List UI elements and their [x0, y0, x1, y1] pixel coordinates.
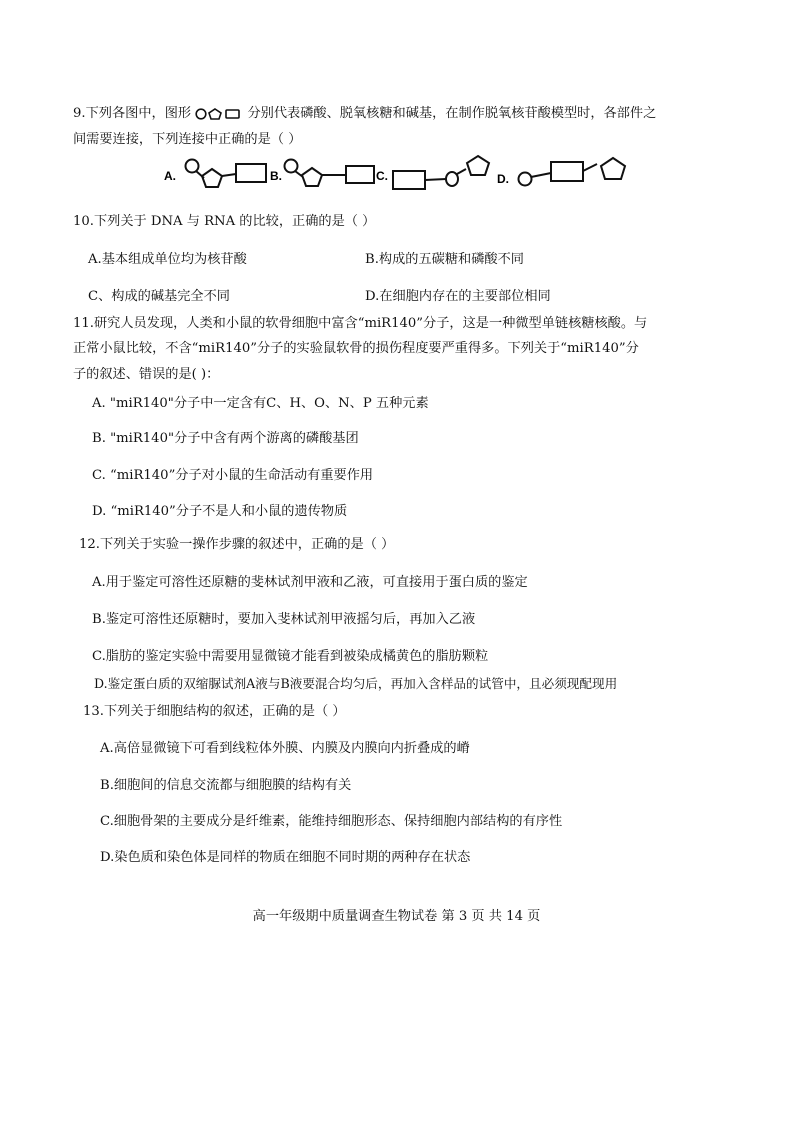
q13-option-a: A.高倍显微镜下可看到线粒体外膜、内膜及内膜向内折叠成的嵴: [100, 741, 470, 756]
option-b-model: [270, 160, 374, 187]
q13-option-b: B.细胞间的信息交流都与细胞膜的结构有关: [100, 778, 352, 793]
option-a-model: [164, 160, 266, 188]
q9-stem-line1: [73, 105, 656, 123]
legend-shapes: [195, 106, 247, 121]
q10-option-c: C、构成的碱基完全不同: [88, 289, 230, 304]
q11-option-b: B. "miR140"分子中含有两个游离的磷酸基团: [92, 431, 359, 446]
q11-stem-line1: 11.研究人员发现，人类和小鼠的软骨细胞中富含“miR140”分子，这是一种微型单链核糖核酸。与: [73, 316, 648, 331]
q12-option-d: D.鉴定蛋白质的双缩脲试剂A液与B液要混合均匀后，再加入含样品的试管中，且必须现配现用: [94, 676, 618, 691]
q11-stem-line3: 子的叙述、错误的是( )：: [73, 367, 220, 382]
q9-options-diagram: [160, 152, 640, 196]
phosphate-circle-icon: [196, 109, 206, 119]
q9-stem-part2: 分别代表磷酸、脱氧核糖和碱基，在制作脱氧核苷酸模型时，各部件之: [247, 106, 657, 121]
q10-option-a: A.基本组成单位均为核苷酸: [88, 252, 247, 267]
option-a-label: A.: [164, 169, 176, 183]
base-rectangle-icon: [226, 110, 239, 118]
option-d-model: [497, 158, 625, 186]
option-c-model: [376, 156, 489, 189]
q13-option-d: D.染色质和染色体是同样的物质在细胞不同时期的两种存在状态: [100, 850, 471, 865]
q9-stem-line2: 间需要连接，下列连接中正确的是（ ）: [73, 132, 302, 147]
page-footer: 高一年级期中质量调查生物试卷 第 3 页 共 14 页: [252, 909, 541, 924]
q10-option-b: B.构成的五碳糖和磷酸不同: [365, 252, 524, 267]
q12-option-a: A.用于鉴定可溶性还原糖的斐林试剂甲液和乙液，可直接用于蛋白质的鉴定: [92, 575, 528, 590]
q12-stem: 12.下列关于实验一操作步骤的叙述中，正确的是（ ）: [79, 537, 395, 552]
q12-option-c: C.脂肪的鉴定实验中需要用显微镜才能看到被染成橘黄色的脂肪颗粒: [92, 649, 489, 664]
option-c-label: C.: [376, 169, 388, 183]
q12-option-b: B.鉴定可溶性还原糖时，要加入斐林试剂甲液摇匀后，再加入乙液: [92, 612, 476, 627]
deoxyribose-pentagon-icon: [209, 109, 221, 119]
q13-option-c: C.细胞骨架的主要成分是纤维素，能维持细胞形态、保持细胞内部结构的有序性: [100, 814, 563, 829]
option-b-label: B.: [270, 169, 282, 183]
q11-stem-line2: 正常小鼠比较，不含“miR140”分子的实验鼠软骨的损伤程度要严重得多。下列关于“miR140”分: [73, 341, 639, 356]
q10-option-d: D.在细胞内存在的主要部位相同: [365, 289, 551, 304]
q11-option-c: C. “miR140”分子对小鼠的生命活动有重要作用: [92, 468, 374, 483]
option-d-label: D.: [497, 172, 509, 186]
q11-option-a: A. "miR140"分子中一定含有C、H、O、N、P 五种元素: [92, 396, 429, 411]
q10-stem: 10.下列关于 DNA 与 RNA 的比较，正确的是（ ）: [73, 214, 376, 229]
q13-stem: 13.下列关于细胞结构的叙述，正确的是（ ）: [83, 704, 346, 719]
q9-stem-part1: 9.下列各图中，图形: [73, 106, 192, 121]
q11-option-d: D. “miR140”分子不是人和小鼠的遗传物质: [92, 504, 348, 519]
